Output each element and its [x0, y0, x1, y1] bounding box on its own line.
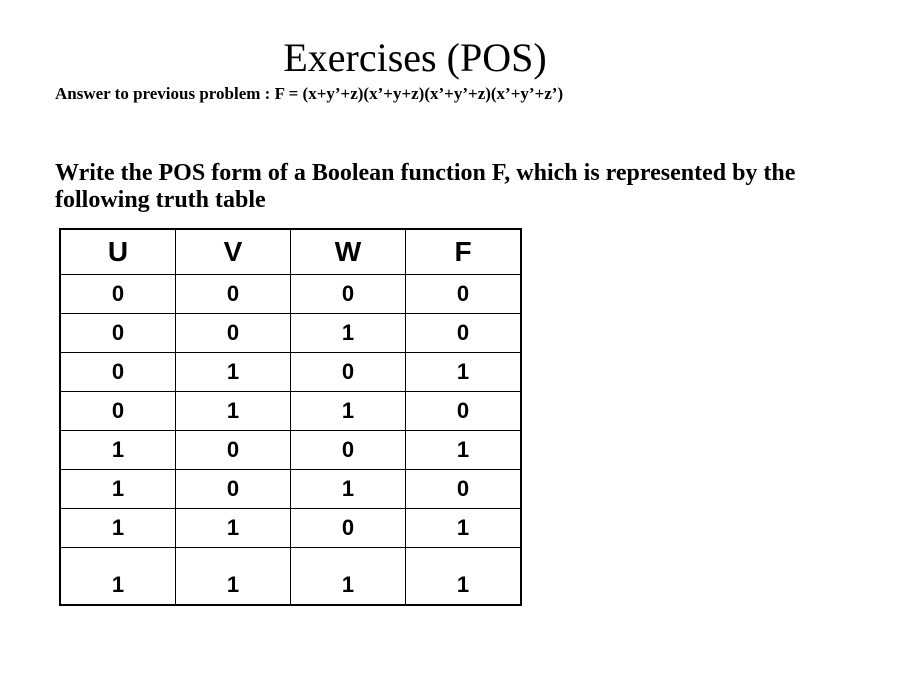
- cell-f: 1: [406, 353, 522, 392]
- question-text: Write the POS form of a Boolean function F, which is represented by the following truth table: [55, 160, 796, 213]
- cell-u: 1: [60, 509, 176, 548]
- cell-f: 1: [406, 548, 522, 606]
- table-row: [60, 392, 521, 431]
- cell-u: 0: [60, 392, 176, 431]
- cell-v: 1: [176, 353, 291, 392]
- table-row: [60, 314, 521, 353]
- cell-f: 0: [406, 314, 522, 353]
- cell-u: 0: [60, 353, 176, 392]
- cell-w: 0: [291, 353, 406, 392]
- cell-v: 0: [176, 470, 291, 509]
- cell-w: 1: [291, 392, 406, 431]
- cell-v: 0: [176, 314, 291, 353]
- cell-u: 0: [60, 314, 176, 353]
- cell-f: 0: [406, 275, 522, 314]
- cell-u: 1: [60, 470, 176, 509]
- table-row: [60, 275, 521, 314]
- header-w: W: [291, 229, 406, 275]
- cell-f: 1: [406, 509, 522, 548]
- cell-w: 0: [291, 509, 406, 548]
- previous-answer-line: Answer to previous problem : F = (x+y’+z)(x’+y+z)(x’+y’+z)(x’+y’+z’): [55, 84, 564, 103]
- cell-f: 1: [406, 431, 522, 470]
- header-u: U: [60, 229, 176, 275]
- truth-table: [59, 228, 522, 606]
- cell-v: 1: [176, 392, 291, 431]
- table-row: [60, 353, 521, 392]
- table-row: [60, 431, 521, 470]
- cell-v: 0: [176, 275, 291, 314]
- cell-u: 1: [60, 548, 176, 606]
- cell-w: 0: [291, 431, 406, 470]
- slide-title: Exercises (POS): [283, 35, 547, 80]
- cell-w: 0: [291, 275, 406, 314]
- cell-u: 1: [60, 431, 176, 470]
- header-v: V: [176, 229, 291, 275]
- table-row: [60, 470, 521, 509]
- cell-w: 1: [291, 548, 406, 606]
- table-row: [60, 509, 521, 548]
- cell-v: 0: [176, 431, 291, 470]
- cell-w: 1: [291, 470, 406, 509]
- table-row: [60, 548, 521, 606]
- cell-u: 0: [60, 275, 176, 314]
- cell-f: 0: [406, 470, 522, 509]
- header-f: F: [406, 229, 522, 275]
- cell-v: 1: [176, 548, 291, 606]
- cell-w: 1: [291, 314, 406, 353]
- table-header-row: [60, 229, 521, 275]
- cell-f: 0: [406, 392, 522, 431]
- cell-v: 1: [176, 509, 291, 548]
